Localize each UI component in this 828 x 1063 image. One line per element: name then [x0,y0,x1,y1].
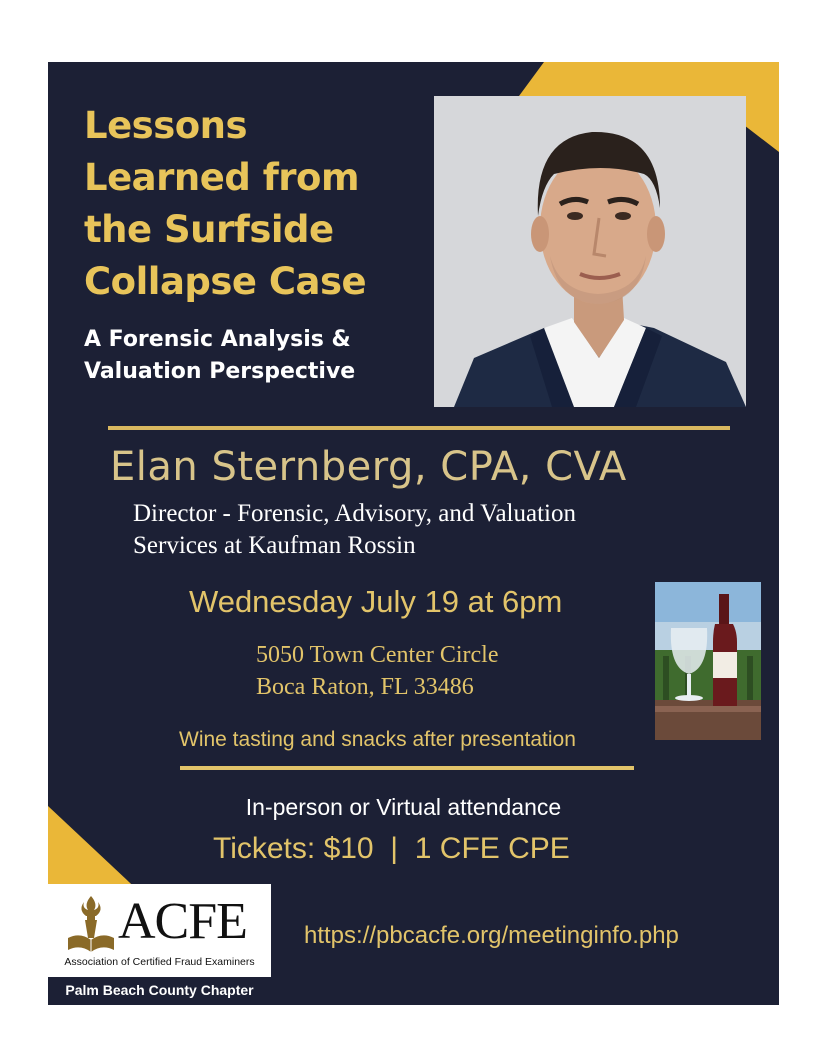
address-line: Boca Raton, FL 33486 [256,674,474,700]
chapter-name: Palm Beach County Chapter [65,982,254,998]
speaker-photo [434,96,746,407]
wine-photo [655,582,761,740]
attendance-info: In-person or Virtual attendance [245,794,562,820]
subtitle-line: A Forensic Analysis & [84,327,351,352]
subtitle-line: Valuation Perspective [84,359,356,384]
speaker-role [133,498,673,562]
speaker-portrait-icon [434,96,746,407]
speaker-name: Elan Sternberg, CPA, CVA [110,444,627,490]
acfe-wordmark: ACFE [118,893,247,950]
event-date-time: Wednesday July 19 at 6pm [189,584,563,619]
event-flyer [48,62,779,1005]
wine-tasting-note: Wine tasting and snacks after presentation [179,728,576,751]
role-line: Services at Kaufman Rossin [133,532,416,559]
role-line: Director - Forensic, Advisory, and Valuation [133,500,576,527]
acfe-full-name: Association of Certified Fraud Examiners [64,956,255,968]
gold-divider [180,766,634,770]
title-line: the Surfside [84,208,334,251]
meeting-info-link[interactable]: https://pbcacfe.org/meetinginfo.php [304,922,679,949]
title-line: Collapse Case [84,260,367,303]
title-line: Lessons [84,104,247,147]
event-title [84,100,424,308]
event-subtitle [84,324,434,388]
ticket-info: Tickets: $10 | 1 CFE CPE [213,832,570,865]
address-line: 5050 Town Center Circle [256,642,499,668]
chapter-banner [48,977,271,1005]
acfe-torch-book-icon [66,894,116,954]
wine-bottle-icon [655,582,761,740]
event-address [256,639,499,703]
acfe-logo [48,884,271,977]
title-line: Learned from [84,156,360,199]
gold-divider [108,426,730,430]
